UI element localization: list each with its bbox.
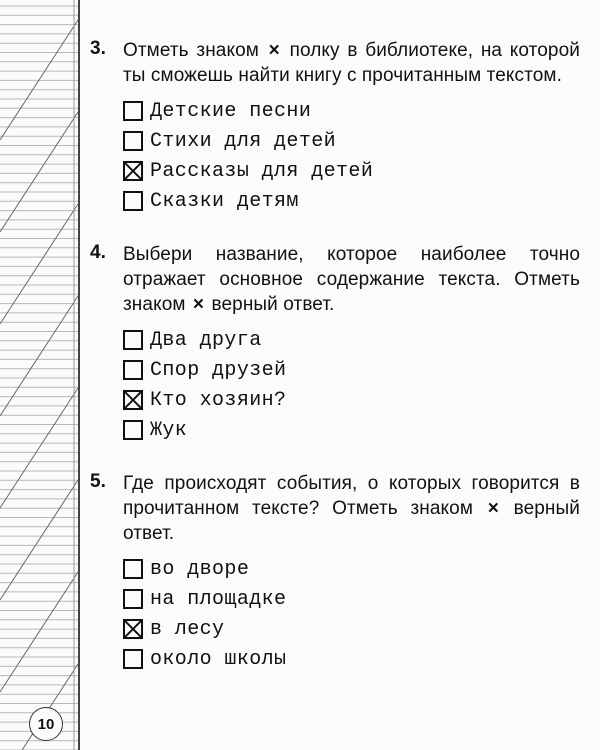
option-label: на площадке bbox=[150, 587, 287, 611]
task-4 bbox=[90, 242, 580, 445]
checkbox[interactable] bbox=[123, 101, 143, 121]
task-number: 3. bbox=[90, 38, 106, 59]
answer-option[interactable] bbox=[123, 156, 580, 186]
option-label: Кто хозяин? bbox=[150, 388, 287, 412]
answer-option[interactable] bbox=[123, 325, 580, 355]
worksheet-content bbox=[90, 38, 580, 700]
checkbox-checked[interactable] bbox=[123, 390, 143, 410]
cross-mark-icon: × bbox=[192, 294, 205, 315]
cross-mark-icon: × bbox=[487, 498, 499, 519]
checkbox-checked[interactable] bbox=[123, 161, 143, 181]
answer-option[interactable] bbox=[123, 355, 580, 385]
ruled-margin bbox=[0, 0, 78, 750]
checkbox[interactable] bbox=[123, 559, 143, 579]
task-number: 4. bbox=[90, 242, 106, 263]
answer-option[interactable] bbox=[123, 96, 580, 126]
option-label: Два друга bbox=[150, 328, 262, 352]
checkbox[interactable] bbox=[123, 649, 143, 669]
answer-option[interactable] bbox=[123, 614, 580, 644]
checkbox[interactable] bbox=[123, 589, 143, 609]
option-label: Рассказы для детей bbox=[150, 159, 374, 183]
checkbox[interactable] bbox=[123, 191, 143, 211]
option-label: в лесу bbox=[150, 617, 225, 641]
option-label: Стихи для детей bbox=[150, 129, 337, 153]
cross-mark-icon: × bbox=[268, 40, 280, 61]
task-question: Отметь знаком × полку в библиотеке, на которой ты сможешь найти книгу с прочитанным текстом. bbox=[123, 40, 580, 86]
answer-option[interactable] bbox=[123, 584, 580, 614]
checkbox[interactable] bbox=[123, 131, 143, 151]
margin-divider bbox=[78, 0, 80, 750]
checkbox-checked[interactable] bbox=[123, 619, 143, 639]
checkbox[interactable] bbox=[123, 360, 143, 380]
answer-option[interactable] bbox=[123, 186, 580, 216]
option-label: Сказки детям bbox=[150, 189, 299, 213]
task-3 bbox=[90, 38, 580, 216]
task-question: Где происходят события, о которых говорится в прочитанном тексте? Отметь знаком × верный ответ. bbox=[123, 473, 580, 544]
margin-lines bbox=[0, 0, 78, 750]
option-label: Жук bbox=[150, 418, 188, 442]
option-label: около школы bbox=[150, 647, 287, 671]
option-label: Спор друзей bbox=[150, 358, 287, 382]
task-number: 5. bbox=[90, 471, 106, 492]
option-label: Детские песни bbox=[150, 99, 312, 123]
page-number: 10 bbox=[29, 707, 63, 741]
answer-options bbox=[123, 554, 580, 674]
option-label: во дворе bbox=[150, 557, 250, 581]
answer-option[interactable] bbox=[123, 554, 580, 584]
task-question: Выбери название, которое наиболее точно отражает основное содержание текста. Отметь знаком × верный ответ. bbox=[123, 244, 580, 315]
answer-option[interactable] bbox=[123, 415, 580, 445]
checkbox[interactable] bbox=[123, 420, 143, 440]
answer-options bbox=[123, 325, 580, 445]
checkbox[interactable] bbox=[123, 330, 143, 350]
task-5 bbox=[90, 471, 580, 674]
answer-option[interactable] bbox=[123, 644, 580, 674]
answer-option[interactable] bbox=[123, 385, 580, 415]
answer-option[interactable] bbox=[123, 126, 580, 156]
answer-options bbox=[123, 96, 580, 216]
